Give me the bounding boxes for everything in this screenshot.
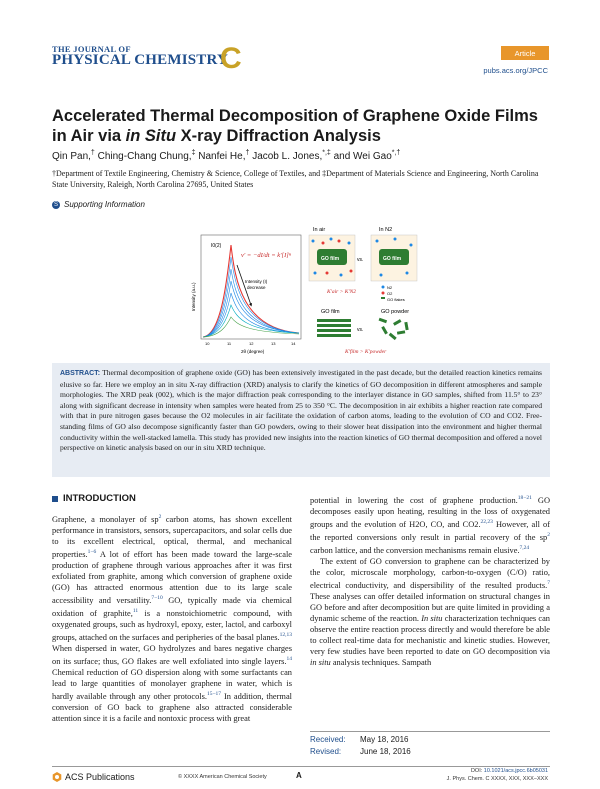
- section-heading-introduction: INTRODUCTION: [52, 493, 292, 504]
- journal-citation: J. Phys. Chem. C XXXX, XXX, XXX−XXX: [446, 775, 548, 782]
- paper-title: Accelerated Thermal Decomposition of Graphene Oxide Films in Air via in Situ X-ray Diffraction Analysis: [52, 107, 538, 145]
- author-list: [52, 150, 400, 162]
- acs-hexagon-icon: [52, 772, 62, 782]
- copyright-notice: © XXXX American Chemical Society: [178, 774, 267, 780]
- citation-link[interactable]: 18−21: [517, 495, 532, 501]
- k-relation-atmosphere: K′air > K′N2: [327, 289, 357, 295]
- go-powder-title: GO powder: [381, 309, 410, 315]
- citation-link[interactable]: 14: [286, 656, 292, 663]
- abstract-text: Thermal decomposition of graphene oxide (GO) has been extensively investigated in the past decade, but the detailed reaction kinetics remains elusive so far. Here we employ an in situ X-ray diffraction (XRD) analysis to clarify the kinetics of GO decomposition in different atmospheres and sample morphologies. The XRD peak (002), which is the major diffraction peak corresponding to the interlayer distance in GO samples, shifted from 11.5° to 23° along with significant decrease in intensity when samples were heated from 25 to 350 °C. The decomposition in air exhibits a higher reaction rate compared with that in pure nitrogen gases because the O2 molecules in air facilitate the oxidation of carbon atoms, leading to the evolution of CO and CO2. Free-standing films of GO also decompose significantly faster than GO powders, owing to their slower heat dissipation into the environment and higher thermal conductivity within the well-stacked lamella. This study has provided new insights into the reaction kinetics of GO thermal decomposition and offered a novel perspective on kinetic analysis based on our in situ XRD technique.: [60, 368, 542, 453]
- in-n2-label: In N2: [379, 227, 393, 233]
- section-square-icon: [52, 496, 58, 502]
- journal-logo: [52, 44, 252, 80]
- x-tick-label: 14: [291, 341, 296, 346]
- doi-citation: DOI: 10.1021/acs.jpcc.6b05031 J. Phys. Chem. C XXXX, XXX, XXX−XXX: [446, 768, 548, 782]
- intro-paragraph-3: The extent of GO conversion to graphene can be characterized by the color, microscale morphology, carbon-to-oxygen (C/O) ratio, electrical conductivity, and dispersibility of the resulted products.$^7$ These analyses can offer detailed information on structural changes in GO before and after decomposition but are quite limited in providing a dynamic scheme of the reaction. In situ characterization techniques can observe the entire reaction process directly and would therefore be able to collect real-time data for mechanistic and kinetic studies. However, very few studies have been reported to date on GO decomposition via in situ analysis techniques. Sampath: [310, 556, 550, 668]
- affiliations: †Department of Textile Engineering, Chemistry & Science, College of Textiles, and ‡Department of Materials Science and Engineering, North Carolina State University, Raleigh, North Carolina 27695, United States: [52, 169, 539, 189]
- y-axis-label: Intensity (a.u.): [191, 282, 196, 311]
- x-tick-label: 11: [227, 341, 232, 346]
- legend-o2: O2: [387, 291, 393, 296]
- citation-link[interactable]: 7,24: [519, 544, 530, 551]
- journal-name-line2: PHYSICAL CHEMISTRY: [52, 52, 229, 68]
- received-date: Received: May 18, 2016: [310, 735, 409, 744]
- citation-link[interactable]: 7−10: [151, 595, 163, 602]
- x-tick-label: 10: [205, 341, 210, 346]
- peak-label: I0(2): [211, 243, 222, 249]
- citation-link[interactable]: 11: [132, 608, 139, 615]
- citation-link[interactable]: 15−17: [206, 691, 222, 698]
- citation-link[interactable]: 7: [547, 579, 550, 586]
- k-relation-morphology: K′film > K′powder: [345, 349, 387, 355]
- supporting-info-icon: S: [53, 201, 58, 208]
- go-film-label: GO film: [383, 256, 402, 262]
- x-tick-label: 13: [271, 341, 276, 346]
- supporting-info-label: Supporting Information: [64, 200, 145, 209]
- vs-label: vs.: [357, 327, 364, 333]
- in-air-label: In air: [313, 227, 326, 233]
- abstract-label: ABSTRACT:: [60, 370, 101, 377]
- toc-graphic: [181, 221, 419, 360]
- citation-link[interactable]: 1−6: [87, 549, 97, 556]
- journal-url-link[interactable]: pubs.acs.org/JPCC: [483, 66, 548, 75]
- vs-label: vs.: [357, 257, 364, 263]
- supporting-information-link[interactable]: [52, 200, 145, 209]
- page-number: A: [296, 771, 302, 780]
- decrease-label: decrease: [247, 285, 266, 290]
- rate-equation: ν′ = −dI/dt = k′[I]ⁿ: [241, 252, 291, 259]
- author-name[interactable]: Qin Pan,†: [52, 150, 95, 163]
- go-film-label: GO film: [321, 256, 340, 262]
- toc-graphic-svg: [181, 221, 419, 360]
- journal-letter: C: [220, 42, 242, 75]
- author-name[interactable]: Ching-Chang Chung,‡: [97, 150, 196, 163]
- body-column-left: [52, 493, 292, 724]
- x-tick-label: 12: [249, 341, 254, 346]
- article-type-badge: Article: [501, 46, 549, 60]
- intensity-label: Intensity (I): [245, 279, 268, 284]
- intro-paragraph-1: Graphene, a monolayer of $sp^2$ carbon atoms, has shown excellent performance in transistors, sensors, supercapacitors, and solar cells due to its excellent electrical, optical, thermal, and mechanical properties.$^{1-6}$ A lot of effort has been made toward the large-scale production of graphene through various approaches after it was first exfoliated from graphite, among which conversion of graphene oxide (GO) has attracted enormous attention due to its large scale accessibility and versatility.$^{7-10}$ GO, typically made via chemical oxidation of graphite,$^{11}$ is a nonstoichiometric compound, with oxygenated groups, such as hydroxyl, epoxy, ester, lactol, and carboxyl groups, attached on the surfaces and peripheries of the basal planes.$^{12,13}$ When dispersed in water, GO hydrolyzes and bares negative charges on its surface; thus, GO flakes are well exfoliated into single layers.$^{14}$ Chemical reduction of GO dispersion along with some surfactants can lead to large quantities of monolayer graphene in water, which is hardly available through any other protocols.$^{15-17}$ In addition, thermal conversion of GO back to graphene also attracted considerable attention since it is a facile and nontoxic process with great: [52, 514, 293, 724]
- citation-link[interactable]: 22,23: [480, 518, 493, 525]
- publication-dates: [310, 731, 550, 758]
- revised-date: Revised: June 18, 2016: [310, 747, 411, 756]
- footer-divider: [52, 766, 550, 767]
- citation-link[interactable]: 12,13: [279, 632, 292, 639]
- abstract-box: [52, 363, 550, 477]
- acs-publications-logo[interactable]: ACS Publications: [52, 772, 135, 782]
- intro-paragraph-2: potential in lowering the cost of graphene production.$^{18-21}$ GO decomposes easily upon heating, resulting in the loss of oxygenated groups and the evolution of H2O, CO, and CO2.$^{22,23}$ However, all of the reported conversions only result in partial recovery of the $sp^2$ carbon lattice, and the conversion mechanisms remain elusive.$^{7,24}$: [310, 495, 550, 555]
- x-axis-label: 2θ (degree): [241, 349, 265, 354]
- author-name[interactable]: and Wei Gao*,†: [333, 150, 401, 163]
- journal-name-line1: THE JOURNAL OF: [52, 44, 131, 54]
- body-column-right: [310, 493, 550, 668]
- legend-n2: N2: [387, 285, 393, 290]
- legend-go-flakes: GO flakes: [387, 297, 405, 302]
- go-film-title: GO film: [321, 309, 340, 315]
- author-name[interactable]: Nanfei He,†: [198, 150, 250, 163]
- author-name[interactable]: Jacob L. Jones,*,‡: [252, 150, 331, 163]
- doi-link[interactable]: 10.1021/acs.jpcc.6b05031: [483, 768, 548, 774]
